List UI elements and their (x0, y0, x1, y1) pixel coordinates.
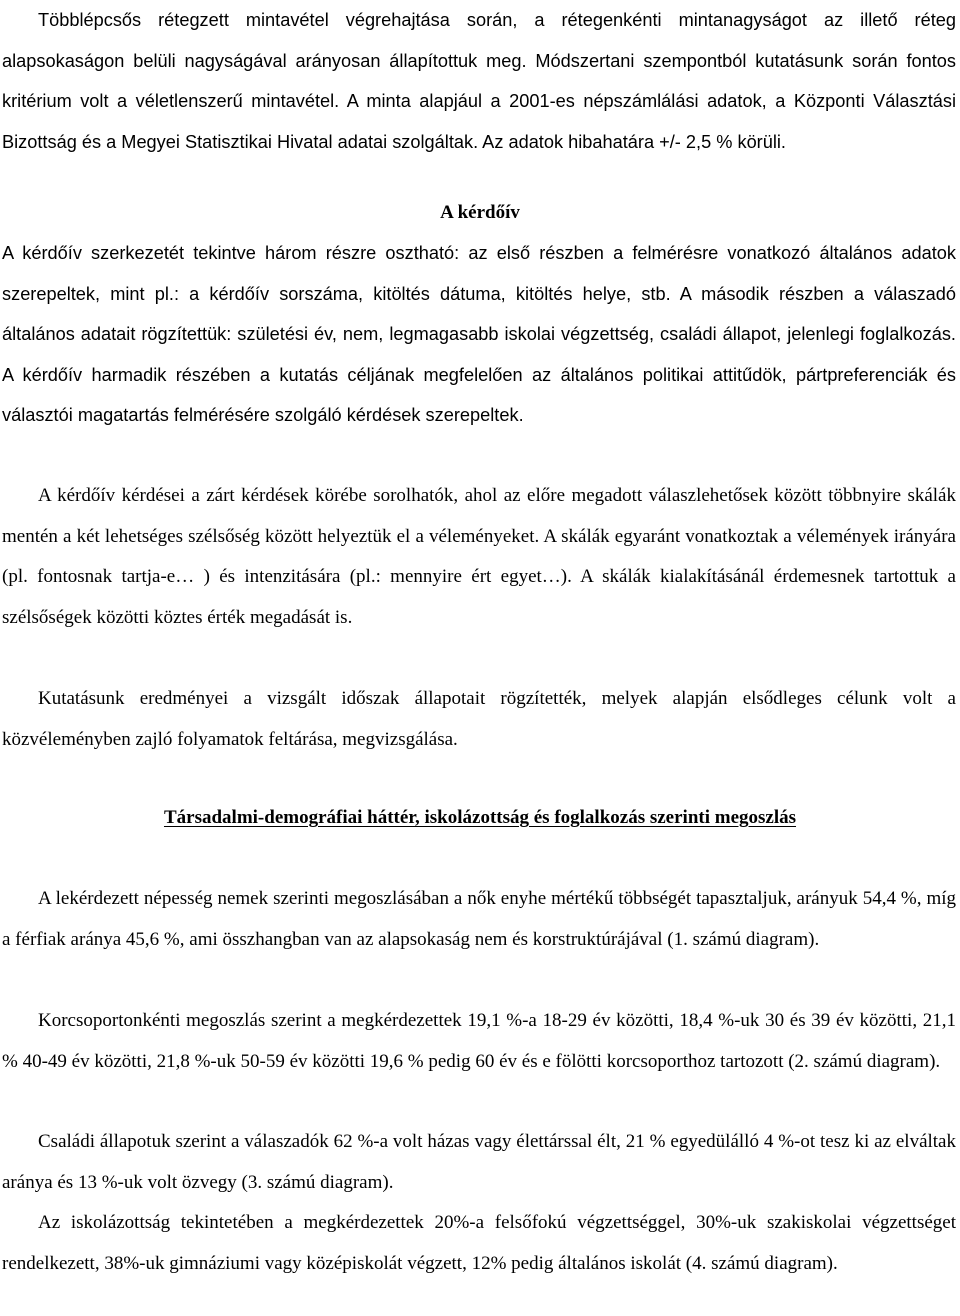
paragraph-questionnaire-structure: A kérdőív szerkezetét tekintve három részre osztható: az első részben a felmérésre vonatkozó általános adatok szerepeltek, mint pl.: a kérdőív sorszáma, kitöltés dátuma, kitöltés helye, stb. A második részben a válaszadó általános adatait rögzítettük: születési év, nem, legmagasabb iskolai végzettség, családi állapot, jelenlegi foglalkozás. A kérdőív harmadik részében a kutatás céljának megfelelően az általános politikai attitűdök, pártpreferenciák és választói magatartás felmérésére szolgáló kérdések szerepeltek. (2, 243, 956, 426)
heading-questionnaire: A kérdőív (440, 202, 520, 223)
paragraph-research-results: Kutatásunk eredményei a vizsgált időszak állapotait rögzítették, melyek alapján elsődleges célunk volt a közvéleményben zajló folyamatok feltárása, megvizsgálása. (2, 688, 956, 750)
paragraph-sampling-method: Többlépcsős rétegzett mintavétel végrehajtása során, a rétegenkénti mintanagyságot az illető réteg alapsokaságon belüli nagyságával arányosan állapítottuk meg. Módszertani szempontból kutatásunk során fontos kritérium volt a véletlenszerű mintavétel. A minta alapjául a 2001-es népszámlálási adatok, a Központi Választási Bizottság és a Megyei Statisztikai Hivatal adatai szolgáltak. Az adatok hibahatára +/- 2,5 % körüli. (2, 10, 956, 152)
section-heading-text: Társadalmi-demográfiai háttér, iskolázottság és foglalkozás szerinti megoszlás (163, 807, 797, 828)
paragraph-marital-status: Családi állapotuk szerint a válaszadók 62 %-a volt házas vagy élettárssal élt, 21 % egyedülálló 4 %-ot tesz ki az elváltak aránya és 13 %-uk volt özvegy (3. számú diagram). (2, 1131, 956, 1193)
section-heading (0, 798, 960, 838)
paragraph-gender-distribution: A lekérdezett népesség nemek szerinti megoszlásában a nők enyhe mértékű többségét tapasztaljuk, arányuk 54,4 %, míg a férfiak aránya 45,6 %, ami összhangban van az alapsokaság nem és korstruktúrájával (1. számú diagram). (2, 888, 956, 950)
paragraph-question-types: A kérdőív kérdései a zárt kérdések körébe sorolhatók, ahol az előre megadott válaszlehetősek között többnyire skálák mentén a két lehetséges szélsőség között helyeztük el a véleményeket. A skálák egyaránt vonatkoztak a vélemények irányára (pl. fontosnak tartja-e… ) és intenzitására (pl.: mennyire ért egyet…). A skálák kialakításánál érdemesnek tartottuk a szélsőségek közötti köztes érték megadását is. (2, 485, 956, 628)
paragraph-age-distribution: Korcsoportonkénti megoszlás szerint a megkérdezettek 19,1 %-a 18-29 év közötti, 18,4 %-uk 30 és 39 év közötti, 21,1 % 40-49 év közötti, 21,8 %-uk 50-59 év közötti 19,6 % pedig 60 év és e fölötti korcsoporthoz tartozott (2. számú diagram). (2, 1010, 956, 1072)
paragraph-education: Az iskolázottság tekintetében a megkérdezettek 20%-a felsőfokú végzettséggel, 30%-uk szakiskolai végzettséget rendelkezett, 38%-uk gimnáziumi vagy középiskolát végzett, 12% pedig általános iskolát (4. számú diagram). (2, 1212, 956, 1274)
